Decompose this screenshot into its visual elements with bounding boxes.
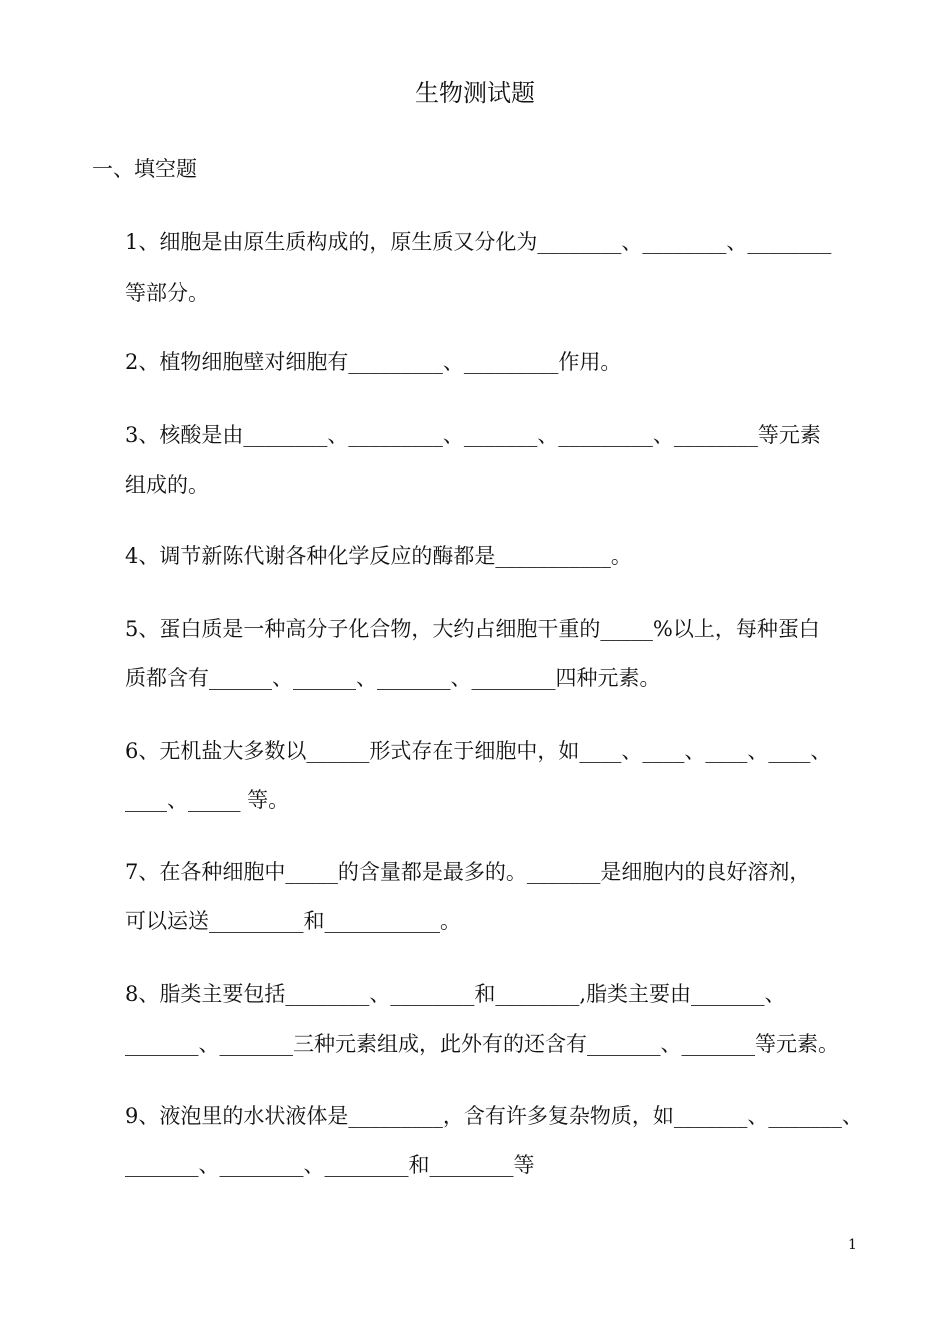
- question-line: 8、脂类主要包括________、________和________,脂类主要由_______、: [125, 982, 786, 1006]
- question-line: 1、细胞是由原生质构成的，原生质又分化为________、________、________: [125, 230, 832, 254]
- question-line: 等部分。: [125, 281, 209, 305]
- question-line: 4、调节新陈代谢各种化学反应的酶都是___________。: [125, 544, 632, 568]
- page-number: 1: [848, 1237, 857, 1253]
- question-line: 9、液泡里的水状液体是_________，含有许多复杂物质，如_______、_______、: [125, 1104, 863, 1128]
- question-line: _______、_______三种元素组成，此外有的还含有_______、_______等元素。: [125, 1032, 839, 1056]
- question-line: ____、_____ 等。: [125, 788, 290, 812]
- question-line: 2、植物细胞壁对细胞有_________、_________作用。: [125, 350, 622, 374]
- question-line: 5、蛋白质是一种高分子化合物，大约占细胞干重的_____%以上，每种蛋白: [125, 617, 820, 641]
- question-line: 组成的。: [125, 473, 209, 497]
- question-line: 3、核酸是由________、_________、_______、_________、________等元素: [125, 423, 821, 447]
- question-line: 可以运送_________和___________。: [125, 909, 461, 933]
- question-line: _______、________、________和________等: [125, 1153, 535, 1177]
- question-line: 质都含有______、______、_______、________四种元素。: [125, 666, 661, 690]
- question-line: 6、无机盐大多数以______形式存在于细胞中，如____、____、____、____、: [125, 739, 832, 763]
- page-title: 生物测试题: [415, 79, 535, 107]
- section-heading: 一、填空题: [92, 157, 197, 181]
- question-line: 7、在各种细胞中_____的含量都是最多的。_______是细胞内的良好溶剂，: [125, 860, 811, 884]
